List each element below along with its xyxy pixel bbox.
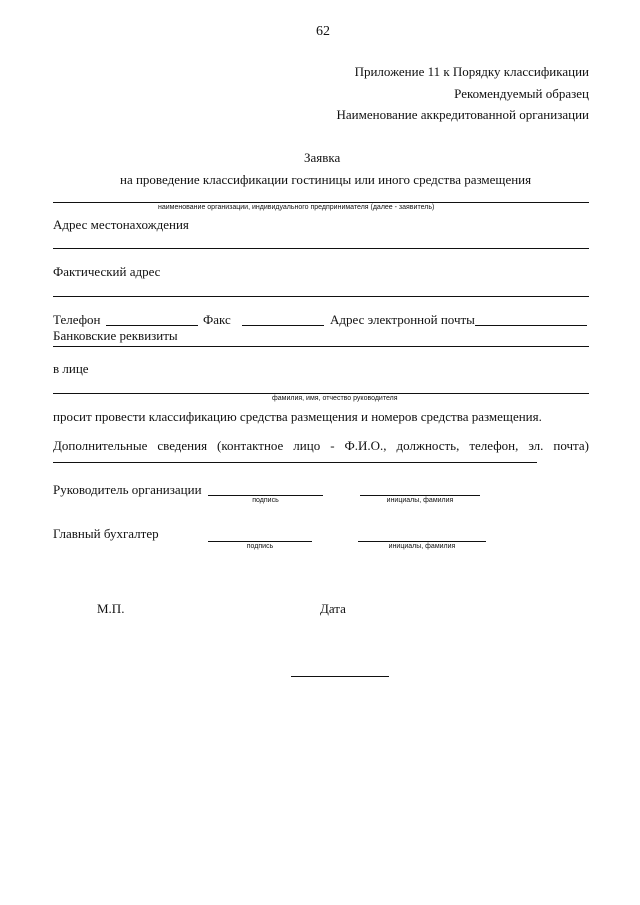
header-appendix: Приложение 11 к Порядку классификации — [354, 64, 589, 79]
address-label: Адрес местонахождения — [53, 217, 189, 232]
applicant-caption: наименование организации, индивидуального предпринимателя (далее - заявитель) — [158, 204, 435, 211]
bank-label: Банковские реквизиты — [53, 328, 178, 343]
head-name-line[interactable] — [53, 393, 589, 394]
email-label: Адрес электронной почты — [330, 312, 475, 327]
head-signature-label: Руководитель организации — [53, 482, 202, 497]
phone-field[interactable] — [106, 325, 198, 326]
accountant-signature-caption: подпись — [246, 543, 274, 550]
accountant-signature-label: Главный бухгалтер — [53, 526, 159, 541]
document-subtitle: на проведение классификации гостиницы или иного средства размещения — [120, 172, 532, 187]
document-title: Заявка — [304, 150, 341, 165]
head-initials-caption: инициалы, фамилия — [386, 497, 454, 504]
date-line[interactable] — [291, 676, 389, 677]
header-org-name: Наименование аккредитованной организации — [336, 107, 589, 122]
accountant-signature-line[interactable] — [208, 541, 312, 542]
additional-info-label: Дополнительные сведения (контактное лицо - Ф.И.О., должность, телефон, эл. почта) — [53, 438, 589, 453]
stamp-place-label: М.П. — [97, 601, 125, 616]
header-sample: Рекомендуемый образец — [454, 86, 589, 101]
actual-address-line[interactable] — [53, 296, 589, 297]
head-signature-line[interactable] — [208, 495, 323, 496]
bank-line[interactable] — [53, 346, 589, 347]
accountant-initials-line[interactable] — [358, 541, 486, 542]
actual-address-label: Фактический адрес — [53, 264, 161, 279]
represented-by-label: в лице — [53, 361, 89, 376]
head-signature-caption: подпись — [252, 497, 279, 504]
page-number: 62 — [316, 24, 330, 39]
address-line[interactable] — [53, 248, 589, 249]
request-text: просит провести классификацию средства размещения и номеров средства размещения. — [53, 409, 542, 424]
fax-label: Факс — [203, 312, 231, 327]
fax-field[interactable] — [242, 325, 324, 326]
applicant-line[interactable] — [53, 202, 589, 203]
email-field[interactable] — [475, 325, 587, 326]
head-initials-line[interactable] — [360, 495, 480, 496]
date-label: Дата — [320, 601, 346, 616]
phone-label: Телефон — [53, 312, 101, 327]
accountant-initials-caption: инициалы, фамилия — [388, 543, 456, 550]
head-caption: фамилия, имя, отчество руководителя — [272, 395, 398, 402]
additional-info-line[interactable] — [53, 462, 537, 463]
